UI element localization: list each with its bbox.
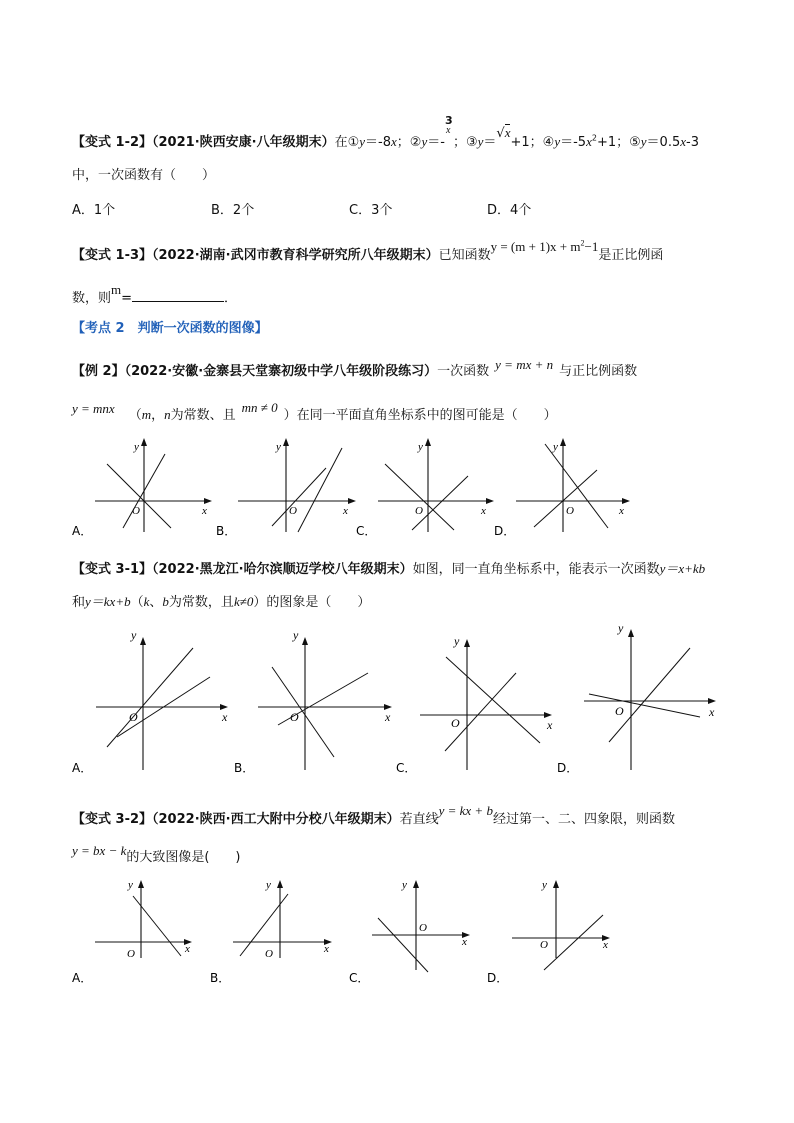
svg-text:D．: D． <box>487 971 509 985</box>
example-2-line2: y = mnx （m，n为常数、且mn ≠ 0）在同一平面直角坐标系中的图可能是（ ） <box>72 400 557 423</box>
svg-text:y: y <box>542 879 547 891</box>
svg-text:y: y <box>553 441 558 453</box>
option-a: A．1个 <box>72 203 116 218</box>
answer-blank[interactable] <box>132 289 224 302</box>
svg-text:O: O <box>415 505 423 517</box>
svg-text:D．: D． <box>557 761 579 775</box>
question-3-2-line2: y = bx − k的大致图像是( ) <box>72 843 241 865</box>
svg-text:x: x <box>619 505 624 517</box>
svg-text:A．: A． <box>72 971 93 985</box>
svg-text:y: y <box>276 441 281 453</box>
graph-c[interactable] <box>420 634 553 770</box>
svg-text:O: O <box>129 710 138 724</box>
graph-d[interactable] <box>516 438 630 532</box>
question-3-2-line1: 【变式 3-2】（2022·陕西·西工大附中分校八年级期末）若直线y = kx + b经过第一、二、四象限，则函数 <box>72 803 675 827</box>
svg-text:y: y <box>266 879 271 891</box>
example-2-graphs <box>0 430 794 545</box>
svg-text:y: y <box>134 441 139 453</box>
question-tag: 【变式 1-2】 <box>72 135 153 150</box>
graph-d[interactable] <box>584 621 716 770</box>
option-c: C．3个 <box>349 203 393 218</box>
graph-c[interactable] <box>378 438 494 532</box>
svg-text:y: y <box>131 628 137 642</box>
question-source: （2022·黑龙江·哈尔滨顺迈学校八年级期末） <box>152 562 413 577</box>
svg-text:O: O <box>540 939 548 951</box>
svg-text:x: x <box>481 505 486 517</box>
question-source: （2022·湖南·武冈市教育科学研究所八年级期末） <box>152 248 439 263</box>
graph-b[interactable] <box>258 628 392 770</box>
question-3-1-line2: 和y＝kx+b（k、b为常数，且k≠0）的图象是（ ） <box>72 594 371 610</box>
question-tag: 【例 2】 <box>72 364 125 379</box>
svg-text:y: y <box>128 879 133 891</box>
svg-text:x: x <box>462 936 467 948</box>
graph-a[interactable] <box>95 879 192 960</box>
svg-text:C．: C． <box>356 524 377 538</box>
question-tag: 【变式 1-3】 <box>72 248 153 263</box>
svg-text:B．: B． <box>234 761 255 775</box>
graph-a[interactable] <box>95 438 212 532</box>
svg-text:x: x <box>222 710 228 724</box>
fraction-3-over-x: 3 x <box>444 114 453 136</box>
svg-text:x: x <box>202 505 207 517</box>
svg-text:O: O <box>566 505 574 517</box>
svg-text:O: O <box>289 505 297 517</box>
svg-text:O: O <box>290 710 299 724</box>
svg-text:C．: C． <box>396 761 417 775</box>
svg-text:y: y <box>418 441 423 453</box>
option-d: D．4个 <box>487 203 532 218</box>
question-3-1-graphs <box>0 615 794 780</box>
question-3-1-line1: 【变式 3-1】（2022·黑龙江·哈尔滨顺迈学校八年级期末）如图，同一直角坐标系中，能表示一次函数y＝x+kb <box>72 561 706 577</box>
svg-text:x: x <box>185 943 190 955</box>
formula: $y = (m + 1)x + m^2-1$ <box>490 238 599 254</box>
graph-a[interactable] <box>96 628 228 770</box>
option-b: B．2个 <box>211 203 255 218</box>
question-source: （2021·陕西安康·八年级期末） <box>152 135 335 150</box>
svg-text:O: O <box>419 922 427 934</box>
question-1-3-line2: 数，则m= ． <box>72 282 238 306</box>
svg-text:O: O <box>127 948 135 960</box>
svg-text:y: y <box>293 628 299 642</box>
question-source: （2022·陕西·西工大附中分校八年级期末） <box>152 812 400 827</box>
question-1-2-line2: 中，一次函数有（ ） <box>72 168 216 183</box>
svg-text:x: x <box>324 943 329 955</box>
svg-text:A．: A． <box>72 524 93 538</box>
question-source: （2022·安徽·金寨县天堂寨初级中学八年级阶段练习） <box>124 364 438 379</box>
svg-text:x: x <box>603 939 608 951</box>
svg-text:y: y <box>402 879 407 891</box>
svg-text:C．: C． <box>349 971 370 985</box>
example-2-line1: 【例 2】（2022·安徽·金寨县天堂寨初级中学八年级阶段练习）一次函数 y = mx + n 与正比例函数 <box>72 357 638 379</box>
svg-text:y: y <box>454 634 460 648</box>
question-1-2-line1: 【变式 1-2】（2021·陕西安康·八年级期末）在①y＝-8x；②y＝- 3 x ；③y＝√x+1；$④y=-5x^2+1$；⑤y＝0.5x-3 <box>72 114 699 150</box>
svg-text:x: x <box>547 718 553 732</box>
svg-text:B．: B． <box>210 971 231 985</box>
question-1-3-line1: 【变式 1-3】（2022·湖南·武冈市教育科学研究所八年级期末）已知函数$y = (m + 1)x + m^2-1$是正比例函 <box>72 238 664 263</box>
svg-text:B．: B． <box>216 524 237 538</box>
svg-text:x: x <box>343 505 348 517</box>
svg-text:x: x <box>709 705 715 719</box>
svg-text:y: y <box>618 621 624 635</box>
svg-text:O: O <box>132 505 140 517</box>
sqrt-x: √x <box>496 125 511 141</box>
svg-text:O: O <box>265 948 273 960</box>
graph-b[interactable] <box>233 879 332 960</box>
graph-d[interactable] <box>512 879 610 970</box>
question-tag: 【变式 3-1】 <box>72 562 153 577</box>
graph-c[interactable] <box>372 879 470 972</box>
svg-text:A．: A． <box>72 761 93 775</box>
svg-text:x: x <box>385 710 391 724</box>
svg-text:O: O <box>451 716 460 730</box>
svg-text:O: O <box>615 704 624 718</box>
graph-b[interactable] <box>238 438 356 532</box>
svg-text:D．: D． <box>494 524 516 538</box>
section-heading: 【考点 2 判断一次函数的图像】 <box>72 321 268 336</box>
question-tag: 【变式 3-2】 <box>72 812 153 827</box>
question-3-2-graphs <box>0 872 794 990</box>
